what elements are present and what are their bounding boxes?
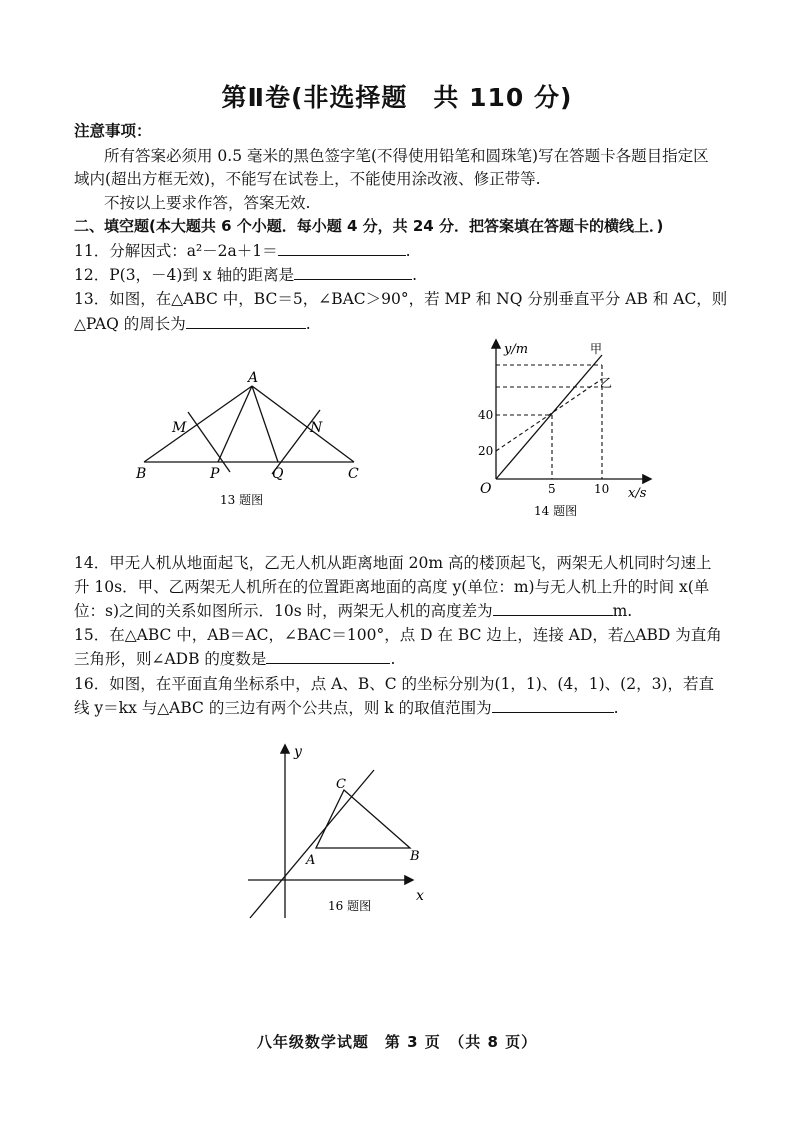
y-tick-40: 40 — [478, 408, 494, 422]
figure-13 — [130, 370, 370, 510]
notice-line-1: 所有答案必须用 0.5 毫米的黑色签字笔(不得使用铅笔和圆珠笔)写在答题卡各题目指定区 — [104, 147, 709, 165]
figure-14 — [470, 335, 670, 520]
x-tick-10: 10 — [594, 482, 610, 496]
answer-blank-11[interactable] — [278, 238, 406, 256]
question-13-line-1: 13．如图，在△ABC 中，BC＝5，∠BAC＞90°，若 MP 和 NQ 分别垂直平分 AB 和 AC，则 — [74, 290, 728, 308]
question-16-end: . — [613, 699, 619, 717]
question-11-text: 11．分解因式：a²－2a＋1＝ — [74, 242, 278, 260]
line-y-kx — [250, 770, 374, 918]
segment-aq — [252, 386, 278, 462]
answer-blank-15[interactable] — [266, 646, 390, 664]
origin-label: O — [480, 481, 492, 497]
answer-blank-12[interactable] — [294, 262, 412, 280]
label-p: P — [210, 466, 220, 482]
question-14-line-3 — [74, 598, 632, 624]
segment-ab — [144, 386, 252, 462]
figure-16 — [240, 740, 440, 925]
label-c: C — [336, 777, 346, 792]
y-tick-20: 20 — [478, 444, 494, 458]
question-16-line-2 — [74, 695, 619, 721]
question-14-end: m. — [612, 602, 633, 620]
answer-blank-16[interactable] — [492, 695, 614, 713]
label-a: A — [306, 853, 316, 868]
question-15-text: 三角形，则∠ADB 的度数是 — [74, 650, 267, 668]
figure-13-caption: 13 题图 — [220, 493, 264, 507]
question-14-text: 位：s)之间的关系如图所示．10s 时，两架无人机的高度差为 — [74, 602, 493, 620]
question-16-text: 线 y＝kx 与△ABC 的三边有两个公共点，则 k 的取值范围为 — [74, 699, 492, 717]
question-15-line-2 — [74, 646, 395, 672]
segment-ac — [252, 386, 354, 462]
label-b: B — [136, 466, 147, 482]
notice-line-3: 不按以上要求作答，答案无效. — [104, 194, 311, 212]
label-b: B — [410, 849, 420, 864]
question-14-line-2: 升 10s．甲、乙两架无人机所在的位置距离地面的高度 y(单位：m)与无人机上升的时间 x(单 — [74, 578, 710, 596]
question-13-text: △PAQ 的周长为 — [74, 315, 186, 333]
figure-14-caption: 14 题图 — [534, 504, 578, 518]
answer-blank-13[interactable] — [186, 311, 306, 329]
notice-heading: 注意事项： — [74, 122, 152, 140]
question-14-line-1: 14．甲无人机从地面起飞，乙无人机从距离地面 20m 高的楼顶起飞，两架无人机同时匀速上 — [74, 554, 712, 572]
triangle-abc — [316, 790, 410, 848]
section-heading: 二、填空题(本大题共 6 个小题．每小题 4 分，共 24 分．把答案填在答题卡的横线上．) — [74, 217, 664, 235]
y-axis-label: y — [294, 744, 302, 760]
page-title: 第Ⅱ卷(非选择题 共 110 分) — [221, 83, 573, 112]
x-axis-label: x — [416, 888, 424, 904]
series-yi-label: 乙 — [600, 376, 613, 390]
question-13-line-2 — [74, 311, 311, 337]
x-axis-label: x/s — [628, 486, 647, 501]
question-12-text: 12．P(3，－4)到 x 轴的距离是 — [74, 266, 295, 284]
perpendicular-mp — [188, 412, 230, 472]
y-axis-label: y/m — [504, 342, 529, 357]
line-jia — [496, 355, 602, 479]
label-q: Q — [272, 466, 284, 482]
answer-blank-14[interactable] — [493, 598, 613, 616]
question-13-end: . — [305, 315, 311, 333]
page-footer: 八年级数学试题 第 3 页 （共 8 页） — [256, 1033, 538, 1051]
label-n: N — [310, 420, 323, 436]
question-12-end: . — [412, 266, 418, 284]
question-16-line-1: 16．如图，在平面直角坐标系中，点 A、B、C 的坐标分别为(1，1)、(4，1)、(2，3)，若直 — [74, 675, 714, 693]
question-15-end: . — [390, 650, 396, 668]
label-a: A — [248, 370, 259, 386]
label-c: C — [348, 466, 359, 482]
label-m: M — [172, 420, 187, 436]
figure-16-caption: 16 题图 — [328, 899, 372, 913]
question-12 — [74, 262, 417, 288]
notice-line-2: 域内(超出方框无效)，不能写在试卷上，不能使用涂改液、修正带等. — [74, 170, 541, 188]
x-tick-5: 5 — [548, 482, 556, 496]
question-11-end: . — [405, 242, 411, 260]
question-11 — [74, 238, 411, 264]
series-jia-label: 甲 — [590, 342, 603, 356]
question-15-line-1: 15．在△ABC 中，AB＝AC，∠BAC＝100°，点 D 在 BC 边上，连接 AD，若△ABD 为直角 — [74, 626, 722, 644]
